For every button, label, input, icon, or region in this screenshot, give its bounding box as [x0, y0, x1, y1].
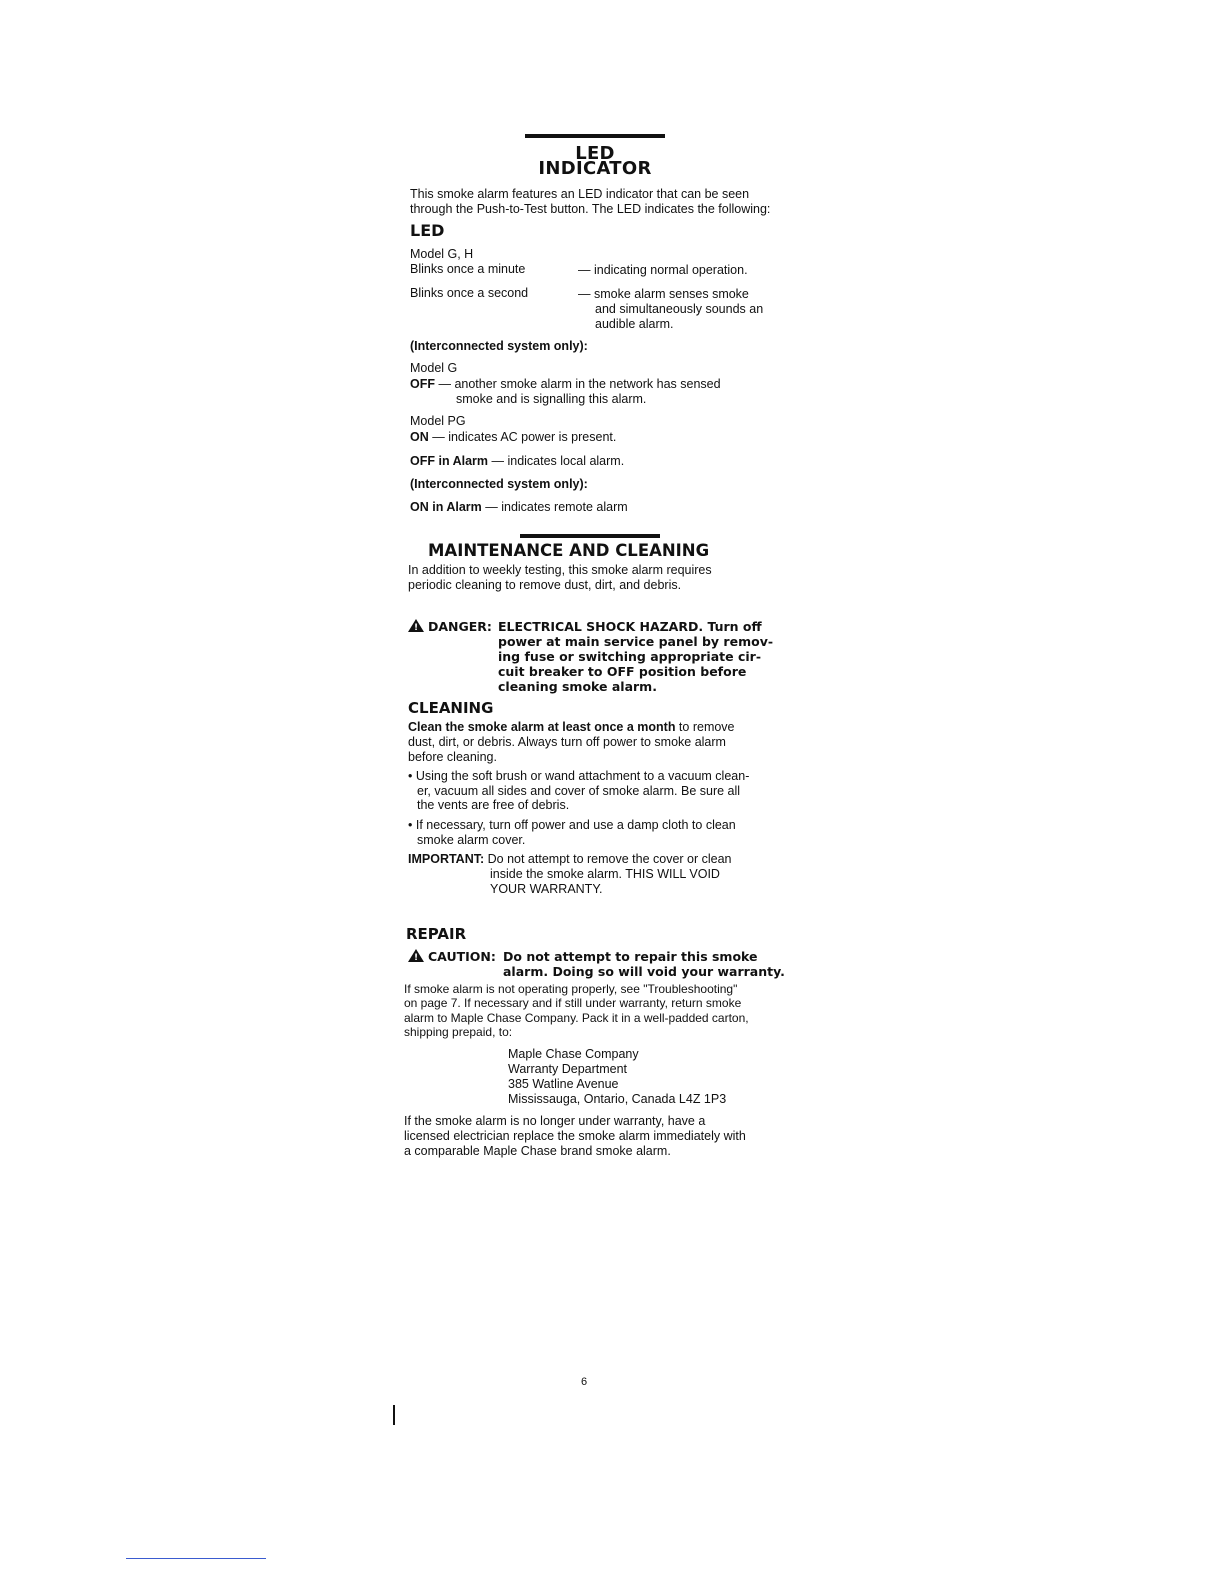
- danger-text1: ELECTRICAL SHOCK HAZARD. Turn off: [498, 619, 762, 634]
- address-line2: Warranty Department: [508, 1062, 628, 1076]
- model-g: Model G: [410, 361, 458, 375]
- led-title-line2: INDICATOR: [538, 158, 652, 179]
- off-alarm-label: OFF in Alarm: [410, 454, 489, 468]
- bottom-blue-rule: [126, 1558, 266, 1559]
- on-label: ON: [410, 430, 429, 444]
- bullet2-line1: • If necessary, turn off power and use a damp cloth to clean: [408, 818, 736, 832]
- maintenance-rule: [520, 534, 660, 538]
- blink-minute: Blinks once a minute: [410, 262, 526, 276]
- blink-second: Blinks once a second: [410, 286, 529, 300]
- on-alarm-line: [410, 500, 628, 515]
- bullet2-line2: smoke alarm cover.: [417, 833, 526, 847]
- cleaning-line3: before cleaning.: [408, 750, 497, 764]
- cleaning-lead-bold: Clean the smoke alarm at least once a month: [408, 720, 676, 734]
- closing-line3: a comparable Maple Chase brand smoke alarm.: [404, 1144, 671, 1158]
- warning-triangle-icon: [408, 619, 424, 632]
- led-title-line1: LED: [575, 143, 615, 164]
- repair-para-line1: If smoke alarm is not operating properly, see "Troubleshooting": [404, 982, 738, 996]
- blink-second-desc2: and simultaneously sounds an: [595, 302, 764, 316]
- cleaning-lead: [408, 720, 735, 735]
- cleaning-lead-rest: to remove: [675, 720, 735, 734]
- address-line4: Mississauga, Ontario, Canada L4Z 1P3: [508, 1092, 727, 1106]
- repair-para-line4: shipping prepaid, to:: [404, 1025, 513, 1039]
- danger-text3: ing fuse or switching appropriate cir-: [498, 649, 762, 664]
- interconnected-heading-2: (Interconnected system only):: [410, 477, 588, 491]
- bullet1-line1: • Using the soft brush or wand attachment to a vacuum clean-: [408, 769, 750, 783]
- address-line3: 385 Watline Avenue: [508, 1077, 619, 1091]
- page-number: 6: [581, 1376, 588, 1388]
- on-line: [410, 430, 616, 445]
- repair-heading: REPAIR: [406, 925, 467, 943]
- caution-text2: alarm. Doing so will void your warranty.: [503, 964, 785, 979]
- caution-text1: Do not attempt to repair this smoke: [503, 949, 758, 964]
- on-desc: — indicates AC power is present.: [428, 430, 617, 444]
- off-alarm-desc: — indicates local alarm.: [488, 454, 625, 468]
- maintenance-intro-line2: periodic cleaning to remove dust, dirt, and debris.: [408, 578, 682, 592]
- maintenance-intro-line1: In addition to weekly testing, this smoke alarm requires: [408, 563, 712, 577]
- important-text1: Do not attempt to remove the cover or clean: [484, 852, 732, 866]
- danger-line1: [408, 619, 492, 634]
- cleaning-line2: dust, dirt, or debris. Always turn off power to smoke alarm: [408, 735, 726, 749]
- maintenance-title: MAINTENANCE AND CLEANING: [428, 541, 710, 560]
- repair-para-line2: on page 7. If necessary and if still under warranty, return smoke: [404, 996, 742, 1010]
- closing-line1: If the smoke alarm is no longer under warranty, have a: [404, 1114, 706, 1128]
- important-label: IMPORTANT:: [408, 852, 485, 866]
- model-gh: Model G, H: [410, 247, 474, 261]
- caution-line1: [408, 949, 496, 964]
- important-line3: YOUR WARRANTY.: [490, 882, 603, 896]
- on-alarm-desc: — indicates remote alarm: [481, 500, 628, 514]
- off-desc2: smoke and is signalling this alarm.: [456, 392, 647, 406]
- danger-label: DANGER:: [428, 619, 492, 634]
- important-line2: inside the smoke alarm. THIS WILL VOID: [490, 867, 720, 881]
- off-line: [410, 377, 721, 392]
- blink-second-desc1: — smoke alarm senses smoke: [578, 287, 749, 301]
- model-pg: Model PG: [410, 414, 466, 428]
- danger-text5: cleaning smoke alarm.: [498, 679, 657, 694]
- off-alarm-line: [410, 454, 624, 469]
- off-label: OFF: [410, 377, 435, 391]
- interconnected-heading-1: (Interconnected system only):: [410, 339, 588, 353]
- bullet1-line3: the vents are free of debris.: [417, 798, 570, 812]
- closing-line2: licensed electrician replace the smoke alarm immediately with: [404, 1129, 746, 1143]
- led-intro-line2: through the Push-to-Test button. The LED indicates the following:: [410, 202, 771, 216]
- important-line1: [408, 852, 732, 867]
- danger-text2: power at main service panel by remov-: [498, 634, 774, 649]
- bullet1-line2: er, vacuum all sides and cover of smoke alarm. Be sure all: [417, 784, 741, 798]
- off-desc1: — another smoke alarm in the network has sensed: [435, 377, 721, 391]
- on-alarm-label: ON in Alarm: [410, 500, 482, 514]
- address-line1: Maple Chase Company: [508, 1047, 639, 1061]
- danger-text4: cuit breaker to OFF position before: [498, 664, 747, 679]
- repair-para-line3: alarm to Maple Chase Company. Pack it in a well-padded carton,: [404, 1011, 749, 1025]
- led-subheading: LED: [410, 221, 445, 240]
- left-edge-mark: [393, 1405, 395, 1425]
- blink-minute-desc: — indicating normal operation.: [578, 263, 748, 277]
- blink-second-desc3: audible alarm.: [595, 317, 674, 331]
- caution-label: CAUTION:: [428, 949, 496, 964]
- top-rule: [525, 134, 665, 138]
- cleaning-heading: CLEANING: [408, 699, 494, 717]
- led-intro-line1: This smoke alarm features an LED indicator that can be seen: [410, 187, 750, 201]
- caution-triangle-icon: [408, 949, 424, 962]
